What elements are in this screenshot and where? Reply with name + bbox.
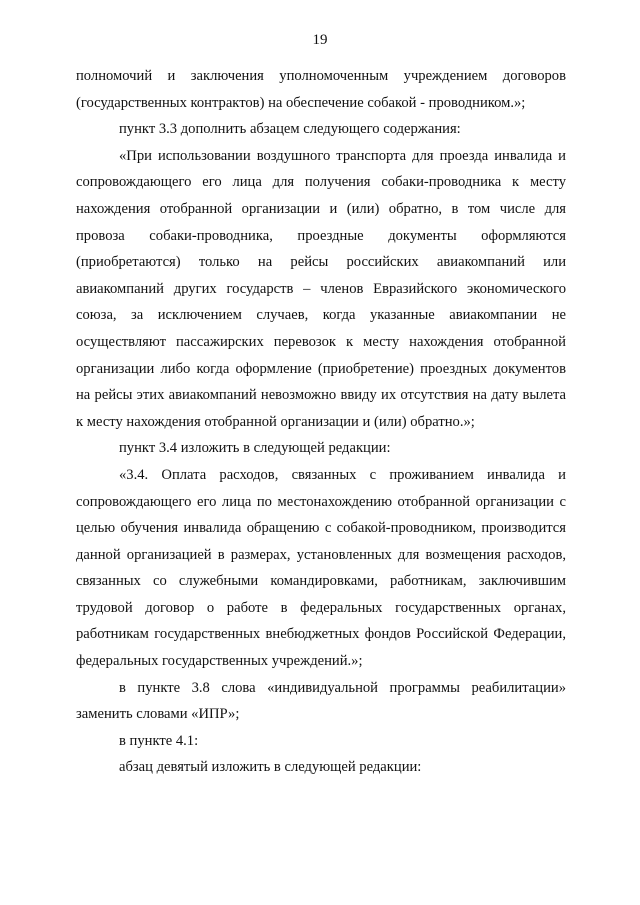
- paragraph-quote-3-4: «3.4. Оплата расходов, связанных с проживанием инвалида и сопровождающего его лица по местонахождению отобранной организации с целью обучения инвалида обращению с собакой-проводником, производится данной организацией в размерах, установленных для возмещения расходов, связанных со служебными командировками, работникам, заключившим трудовой договор о работе в федеральных государственных органах, работникам государственных внебюджетных фондов Российской Федерации, федеральных государственных учреждений.»;: [76, 466, 566, 670]
- paragraph-quote-air-transport: «При использовании воздушного транспорта для проезда инвалида и сопровождающего его лица для получения собаки-проводника к месту нахождения отобранной организации и (или) обратно, в том числе для провоза собаки-проводника, проездные документы оформляются (приобретаются) только на рейсы российских авиакомпаний или авиакомпаний других государств – членов Евразийского экономического союза, за исключением случаев, когда указанные авиакомпании не осуществляют пассажирских перевозок к месту нахождения отобранной организации либо когда оформление (приобретение) проездных документов на рейсы этих авиакомпаний невозможно ввиду их отсутствия на дату вылета к месту нахождения отобранной организации и (или) обратно.»;: [76, 147, 566, 430]
- paragraph-amend-3-3: пункт 3.3 дополнить абзацем следующего содержания:: [119, 121, 461, 138]
- document-body: [76, 63, 566, 781]
- paragraph-amend-3-8: в пункте 3.8 слова «индивидуальной программы реабилитации» заменить словами «ИПР»;: [76, 679, 566, 723]
- page-number: 19: [312, 32, 328, 48]
- paragraph-continuation: полномочий и заключения уполномоченным учреждением договоров (государственных контрактов) на обеспечение собакой - проводником.»;: [76, 68, 566, 111]
- paragraph-ninth-abzac: абзац девятый изложить в следующей редакции:: [119, 759, 422, 776]
- paragraph-amend-3-4: пункт 3.4 изложить в следующей редакции:: [119, 440, 391, 457]
- paragraph-amend-4-1: в пункте 4.1:: [119, 732, 199, 749]
